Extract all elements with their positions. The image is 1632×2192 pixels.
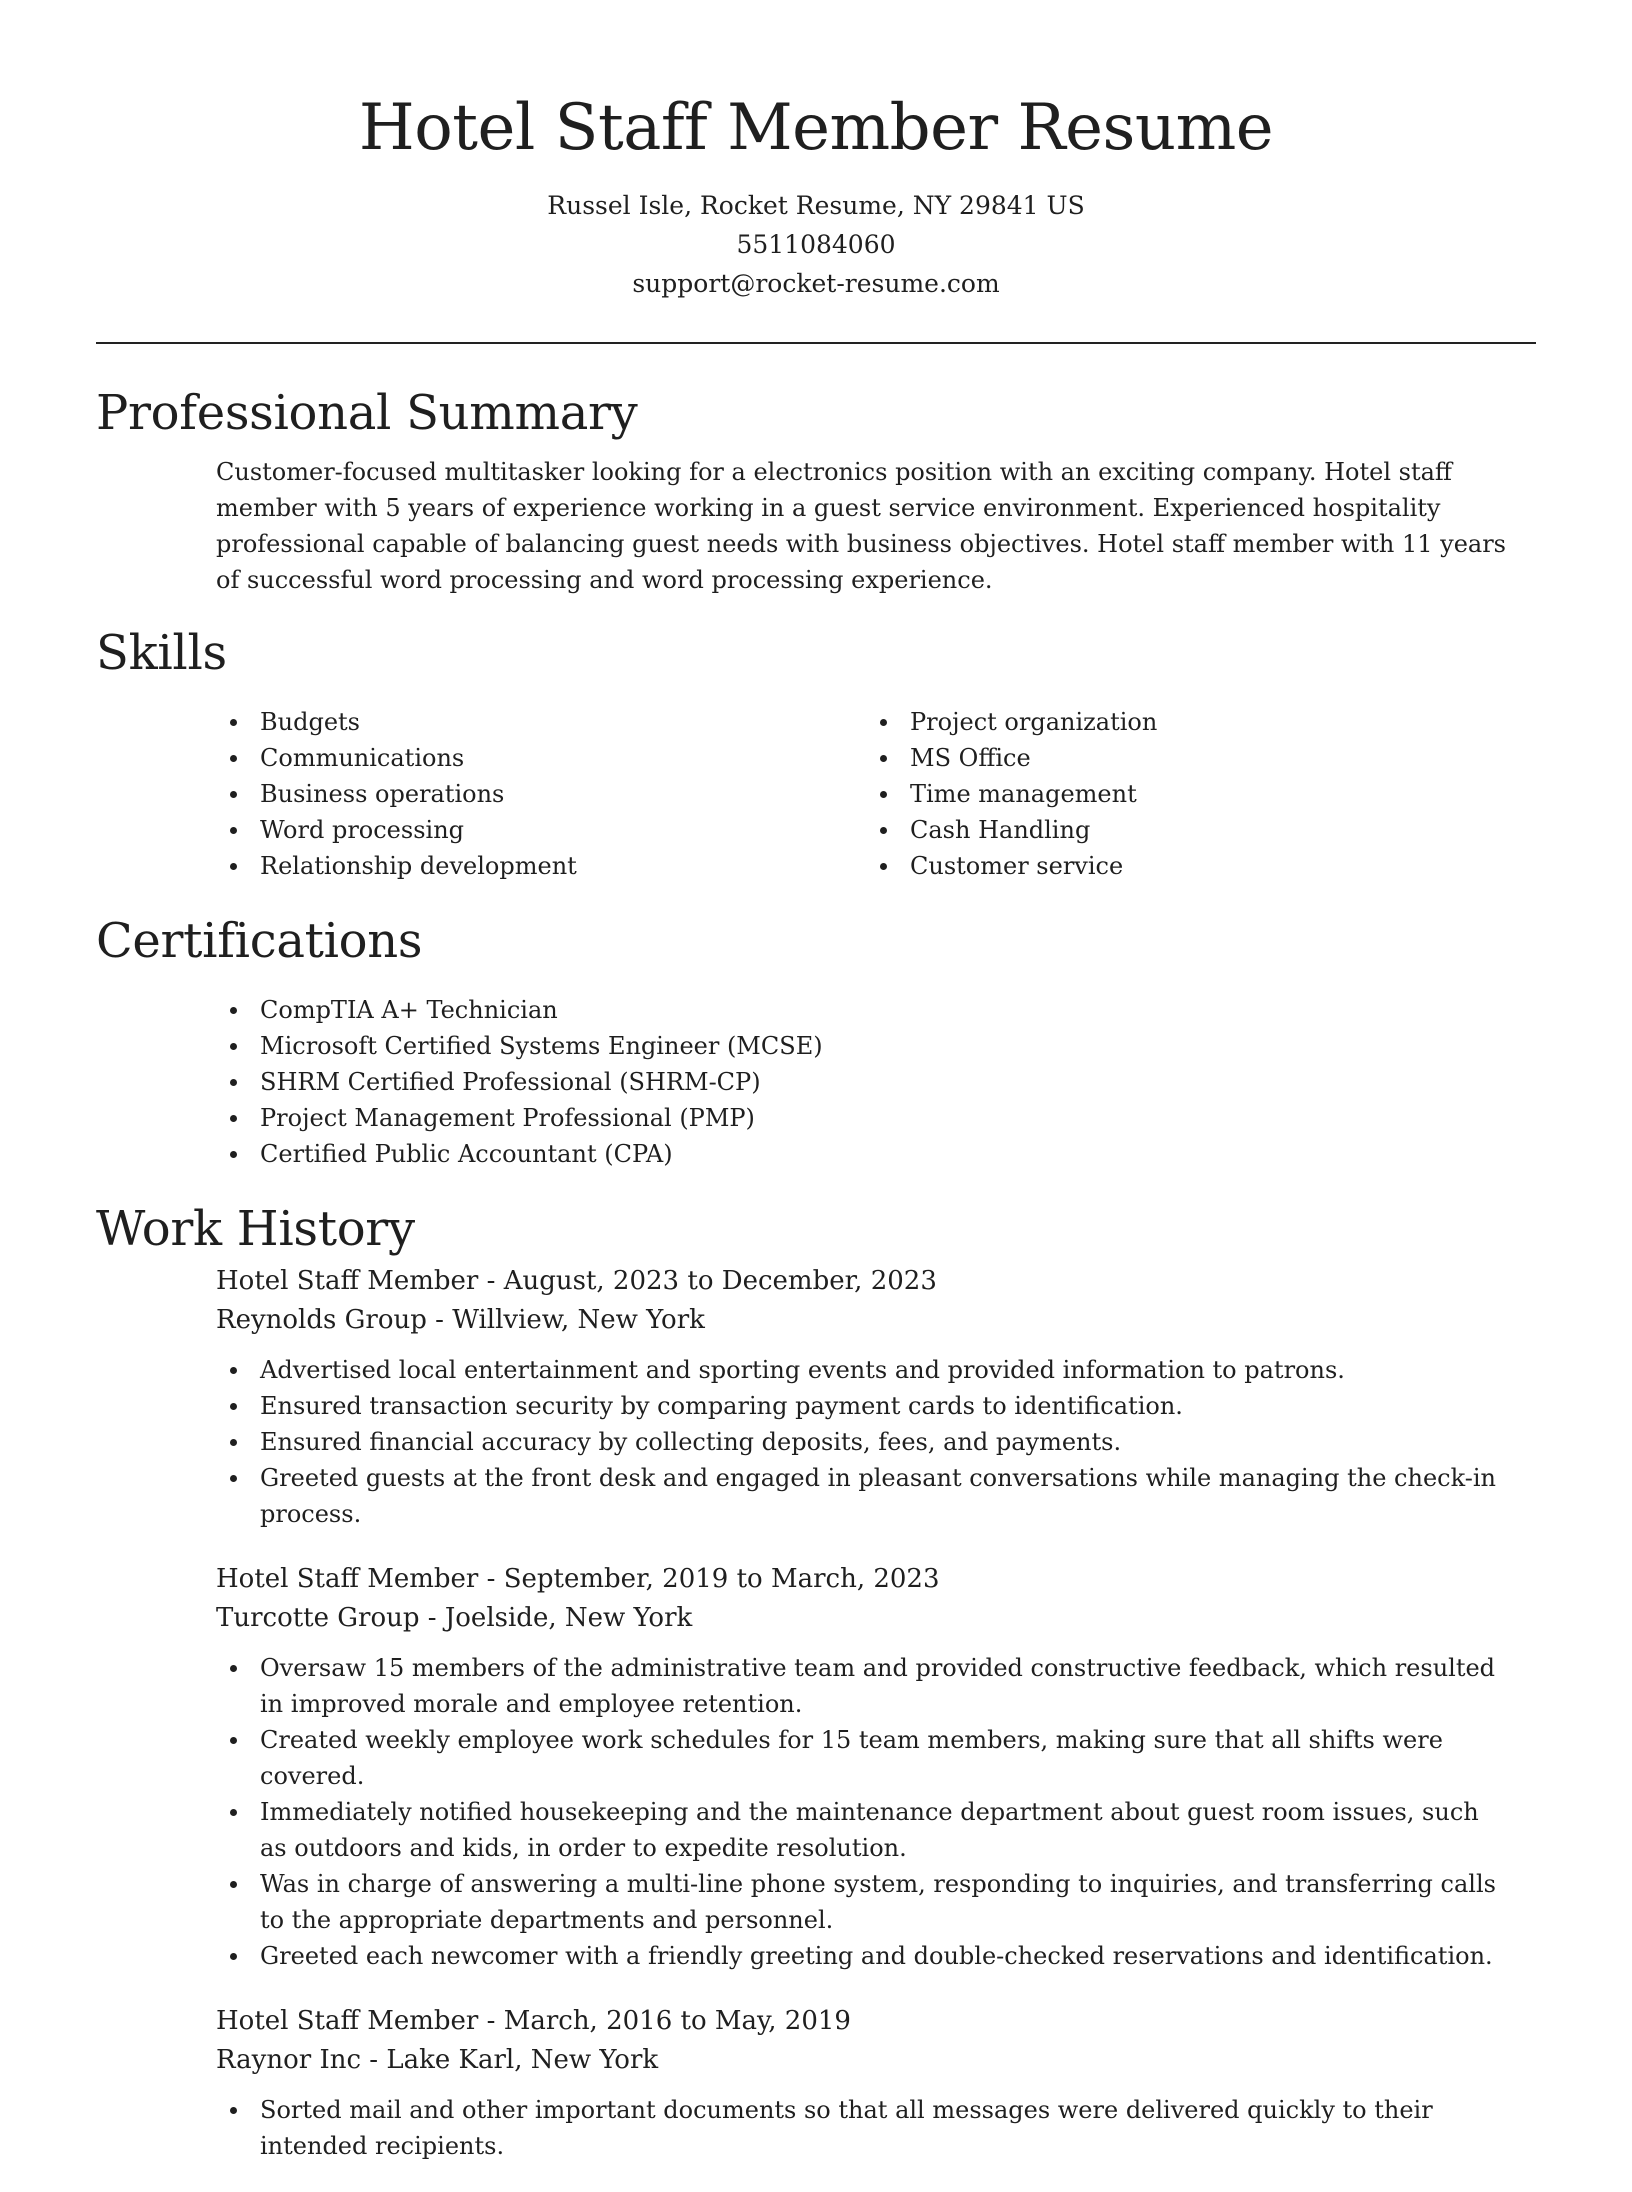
skills-list-left — [216, 704, 866, 884]
skill-item: MS Office — [866, 740, 1516, 776]
certifications-list — [216, 992, 1536, 1172]
job-company-line: Reynolds Group - Willview, New York — [216, 1305, 705, 1335]
job-bullets — [216, 1650, 1536, 1974]
job-title: Hotel Staff Member — [216, 2006, 479, 2036]
work-history-heading: Work History — [96, 1201, 415, 1257]
job-bullet: Sorted mail and other important documents so that all messages were delivered quickly to their intended recipients. — [216, 2092, 1500, 2164]
job-bullet: Was in charge of answering a multi-line phone system, responding to inquiries, and transferring calls to the appropriate departments and personnel. — [216, 1866, 1500, 1938]
skill-item: Project organization — [866, 704, 1516, 740]
job-company: Raynor Inc — [216, 2045, 362, 2075]
skills-columns — [216, 704, 1536, 884]
skill-item: Word processing — [216, 812, 866, 848]
job-bullet: Ensured transaction security by comparing payment cards to identification. — [216, 1388, 1500, 1424]
job-bullet: Greeted each newcomer with a friendly greeting and double-checked reservations and identification. — [216, 1938, 1500, 1974]
job-bullet: Oversaw 15 members of the administrative team and provided constructive feedback, which resulted in improved morale and employee retention. — [216, 1650, 1500, 1722]
skill-item: Time management — [866, 776, 1516, 812]
job-title-line: Hotel Staff Member - September, 2019 to March, 2023 — [216, 1564, 940, 1594]
certifications-heading: Certifications — [96, 913, 423, 969]
skills-list-right — [866, 704, 1516, 884]
job-company-line: Turcotte Group - Joelside, New York — [216, 1603, 693, 1633]
job-title-line: Hotel Staff Member - August, 2023 to December, 2023 — [216, 1266, 937, 1296]
job-dates: August, 2023 to December, 2023 — [503, 1266, 937, 1296]
job-bullet: Created weekly employee work schedules for 15 team members, making sure that all shifts were covered. — [216, 1722, 1500, 1794]
job-bullet: Ensured financial accuracy by collecting deposits, fees, and payments. — [216, 1424, 1500, 1460]
skills-section — [96, 620, 1536, 884]
phone: 5511084060 — [736, 230, 896, 259]
email: support@rocket-resume.com — [632, 269, 1000, 298]
certification-item: Microsoft Certified Systems Engineer (MCSE) — [216, 1028, 1536, 1064]
skills-heading: Skills — [96, 625, 227, 681]
resume-header — [0, 0, 1632, 303]
certification-item: Project Management Professional (PMP) — [216, 1100, 1536, 1136]
job-dates: March, 2016 to May, 2019 — [503, 2006, 851, 2036]
job-entry — [216, 1262, 1536, 1532]
job-bullet: Greeted guests at the front desk and engaged in pleasant conversations while managing the check-in process. — [216, 1460, 1500, 1532]
skill-item: Business operations — [216, 776, 866, 812]
skill-item: Relationship development — [216, 848, 866, 884]
job-location: Joelside, New York — [444, 1603, 693, 1633]
job-title: Hotel Staff Member — [216, 1266, 479, 1296]
job-bullets — [216, 2092, 1536, 2164]
job-company: Turcotte Group — [216, 1603, 420, 1633]
skill-item: Communications — [216, 740, 866, 776]
job-dates: September, 2019 to March, 2023 — [503, 1564, 940, 1594]
job-title: Hotel Staff Member — [216, 1564, 479, 1594]
certification-item: SHRM Certified Professional (SHRM-CP) — [216, 1064, 1536, 1100]
skill-item: Budgets — [216, 704, 866, 740]
header-divider — [96, 342, 1536, 344]
resume-body — [96, 380, 1536, 2192]
job-company: Reynolds Group — [216, 1305, 427, 1335]
job-bullet: Advertised local entertainment and sporting events and provided information to patrons. — [216, 1352, 1500, 1388]
contact-block — [0, 186, 1632, 303]
job-bullet: Immediately notified housekeeping and the maintenance department about guest room issues, such as outdoors and kids, in order to expedite resolution. — [216, 1794, 1500, 1866]
certification-item: CompTIA A+ Technician — [216, 992, 1536, 1028]
summary-text: Customer-focused multitasker looking for a electronics position with an exciting company. Hotel staff member with 5 years of experience working in a guest service environment. Experienced hospitality professional capable of balancing guest needs with business objectives. Hotel staff member with 11 years of successful word processing and word processing experience. — [216, 458, 1506, 594]
certification-item: Certified Public Accountant (CPA) — [216, 1136, 1536, 1172]
address: Russel Isle, Rocket Resume, NY 29841 US — [547, 191, 1085, 220]
job-location: Lake Karl, New York — [386, 2045, 659, 2075]
job-title-line: Hotel Staff Member - March, 2016 to May, 2019 — [216, 2006, 851, 2036]
job-bullets — [216, 1352, 1536, 1532]
work-history-section — [96, 1196, 1536, 2164]
job-entry — [216, 2002, 1536, 2164]
summary-section — [96, 380, 1536, 598]
skill-item: Customer service — [866, 848, 1516, 884]
job-company-line: Raynor Inc - Lake Karl, New York — [216, 2045, 659, 2075]
summary-heading: Professional Summary — [96, 385, 638, 441]
certifications-section — [96, 908, 1536, 1172]
resume-title: Hotel Staff Member Resume — [358, 91, 1274, 165]
skill-item: Cash Handling — [866, 812, 1516, 848]
job-location: Willview, New York — [452, 1305, 705, 1335]
job-entry — [216, 1560, 1536, 1974]
